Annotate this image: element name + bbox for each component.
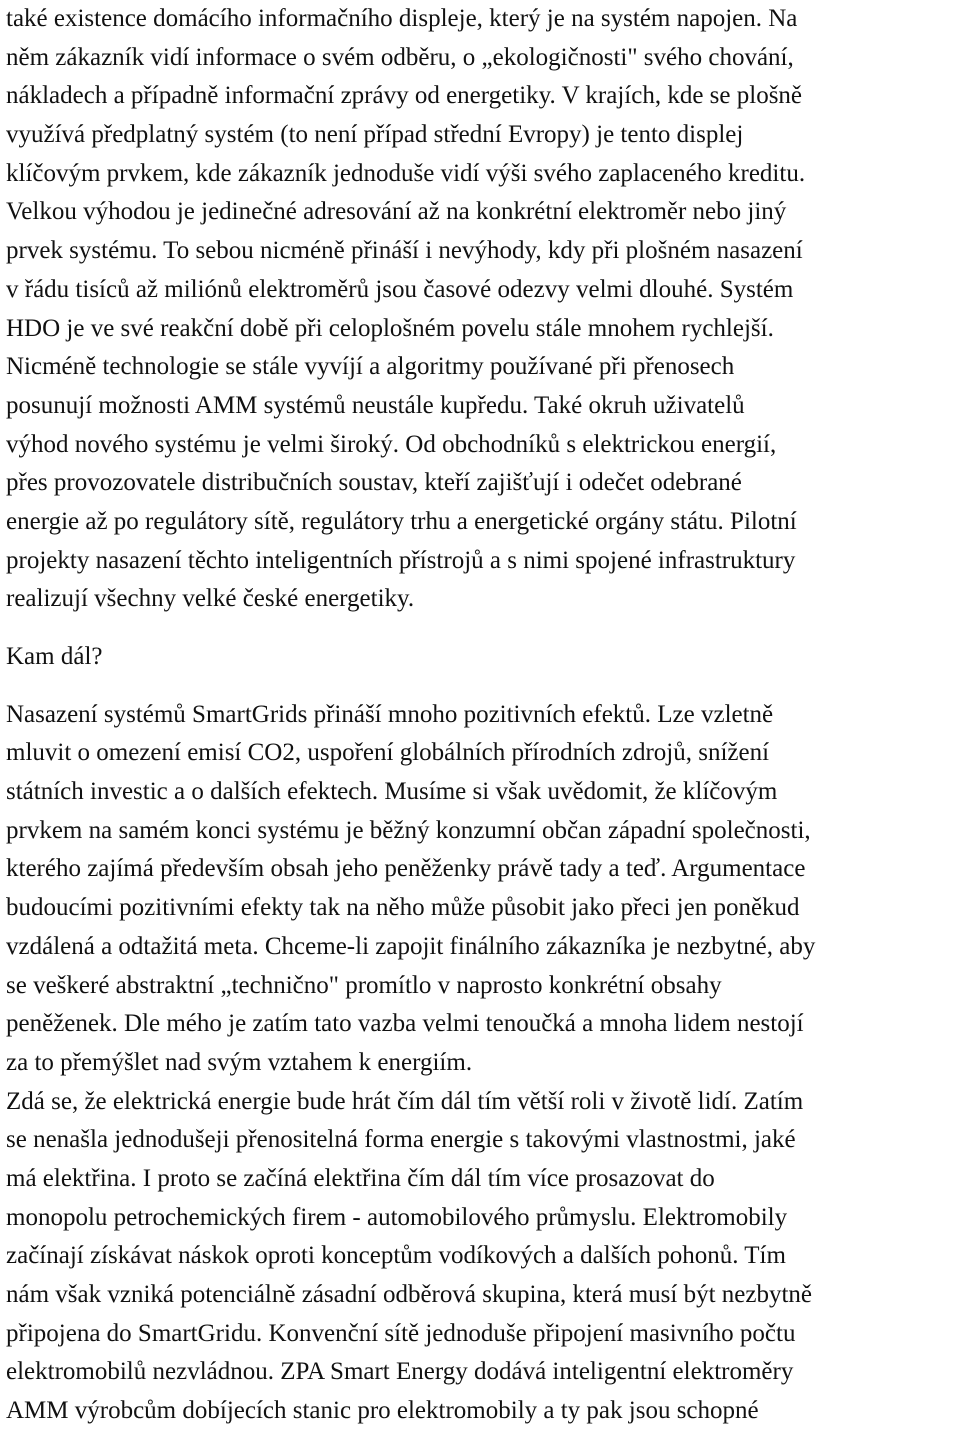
- text-line: monopolu petrochemických firem - automobilového průmyslu. Elektromobily: [6, 1203, 788, 1231]
- text-line: státních investic a o dalších efektech. Musíme si však uvědomit, že klíčovým: [6, 778, 778, 806]
- heading-text: Kam dál?: [6, 643, 103, 670]
- text-line: nákladech a případně informační zprávy od energetiky. V krajích, kde se plošně: [6, 82, 803, 110]
- text-line: elektromobilů nezvládnou. ZPA Smart Energy dodává inteligentní elektroměry: [6, 1358, 794, 1386]
- text-line: projekty nasazení těchto inteligentních přístrojů a s nimi spojené infrastruktury: [6, 546, 796, 574]
- text-line: mluvit o omezení emisí CO2, uspoření globálních přírodních zdrojů, snížení: [6, 739, 770, 767]
- text-line: realizují všechny velké české energetiky.: [6, 585, 415, 613]
- text-line: peněženek. Dle mého je zatím tato vazba velmi tenoučká a mnoha lidem nestojí: [6, 1010, 804, 1038]
- text-line: má elektřina. I proto se začíná elektřina čím dál tím více prosazovat do: [6, 1164, 715, 1192]
- text-line: prvek systému. To sebou nicméně přináší i nevýhody, kdy při plošném nasazení: [6, 237, 803, 265]
- text-line: Nicméně technologie se stále vyvíjí a algoritmy používané při přenosech: [6, 353, 735, 381]
- text-line: vzdálená a odtažitá meta. Chceme-li zapojit finálního zákazníka je nezbytné, aby: [6, 932, 816, 960]
- text-line: posunují možnosti AMM systémů neustále kupředu. Také okruh uživatelů: [6, 391, 745, 419]
- text-line: výhod nového systému je velmi široký. Od obchodníků s elektrickou energií,: [6, 430, 777, 458]
- text-line: začínají získávat náskok oproti konceptům vodíkových a dalších pohonů. Tím: [6, 1242, 786, 1270]
- text-line: přes provozovatele distribučních soustav, kteří zajišťují i odečet odebrané: [6, 469, 742, 497]
- text-line: využívá předplatný systém (to není případ střední Evropy) je tento displej: [6, 121, 744, 149]
- text-line: AMM výrobcům dobíjecích stanic pro elektromobily a ty pak jsou schopné: [6, 1397, 759, 1425]
- text-line: připojena do SmartGridu. Konvenční sítě jednoduše připojení masivního počtu: [6, 1319, 796, 1347]
- text-line: za to přemýšlet nad svým vztahem k energiím.: [6, 1048, 473, 1076]
- paragraph-1: [6, 0, 956, 619]
- text-line: HDO je ve své reakční době při celoplošném povelu stále mnohem rychlejší.: [6, 314, 774, 342]
- text-line: energie až po regulátory sítě, regulátory trhu a energetické orgány státu. Pilotní: [6, 507, 797, 535]
- paragraph-2: [6, 696, 956, 1083]
- text-line: také existence domácího informačního displeje, který je na systém napojen. Na: [6, 5, 798, 32]
- paragraph-3: [6, 1083, 956, 1431]
- text-line: nám však vzniká potenciálně zásadní odběrová skupina, která musí být nezbytně: [6, 1281, 812, 1308]
- text-line: kterého zajímá především obsah jeho peněženky právě tady a teď. Argumentace: [6, 855, 806, 883]
- section-heading: [6, 638, 956, 677]
- text-line: klíčovým prvkem, kde zákazník jednoduše vidí výši svého zaplaceného kreditu.: [6, 159, 806, 187]
- text-line: prvkem na samém konci systému je běžný konzumní občan západní společnosti,: [6, 816, 811, 844]
- paragraph-spacer: [6, 677, 956, 696]
- text-line: v řádu tisíců až miliónů elektroměrů jsou časové odezvy velmi dlouhé. Systém: [6, 275, 794, 303]
- document-page: [6, 0, 956, 1431]
- text-line: budoucími pozitivními efekty tak na něho může působit jako přeci jen poněkud: [6, 894, 800, 922]
- text-line: se nenašla jednodušeji přenositelná forma energie s takovými vlastnostmi, jaké: [6, 1126, 796, 1154]
- text-line: Zdá se, že elektrická energie bude hrát čím dál tím větší roli v životě lidí. Zatím: [6, 1087, 804, 1115]
- text-line: Velkou výhodou je jedinečné adresování až na konkrétní elektroměr nebo jiný: [6, 198, 787, 226]
- text-line: něm zákazník vidí informace o svém odběru, o „ekologičnosti" svého chování,: [6, 43, 794, 71]
- paragraph-spacer: [6, 619, 956, 638]
- text-line: se veškeré abstraktní „technično" promítlo v naprosto konkrétní obsahy: [6, 971, 722, 999]
- text-line: Nasazení systémů SmartGrids přináší mnoho pozitivních efektů. Lze vzletně: [6, 700, 774, 728]
